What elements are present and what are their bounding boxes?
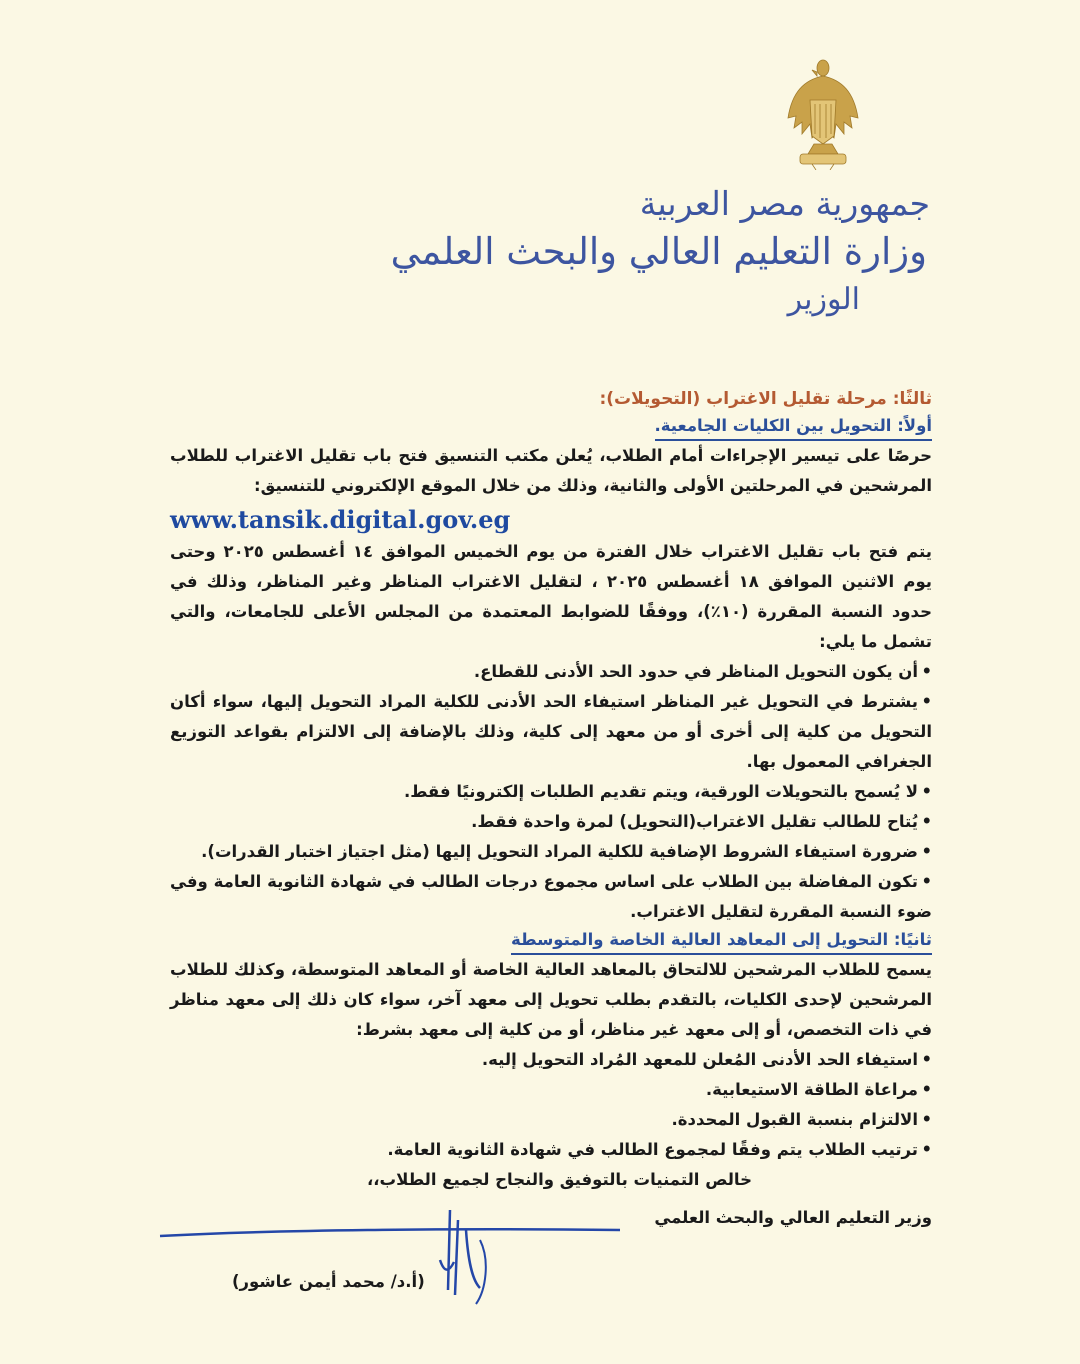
- list-item: •يُتاح للطالب تقليل الاغتراب(التحويل) لمرة واحدة فقط.: [471, 812, 932, 831]
- handwritten-signature-icon: [150, 1200, 650, 1320]
- letterhead-office: الوزير: [787, 282, 860, 317]
- closing-line: خالص التمنيات بالتوفيق والنجاح لجميع الطلاب،،: [366, 1170, 752, 1189]
- details-paragraph: يتم فتح باب تقليل الاغتراب خلال الفترة من يوم الخميس الموافق ١٤ أغسطس ٢٠٢٥ وحتى يوم الاثنين الموافق ١٨ أغسطس ٢٠٢٥ ، لتقليل الاغتراب المناظر وغير المناظر، وذلك في حدود النسبة المقررة (١٠٪)، ووفقًا للضوابط المعتمدة من المجلس الأعلى للجامعات، والتي تشمل ما يلي:: [170, 542, 932, 651]
- list-item: •يشترط في التحويل غير المناظر استيفاء الحد الأدنى للكلية المراد التحويل إليها، سواء أكان التحويل من كلية إلى أخرى أو من معهد إلى كلية، وذلك بالإضافة إلى الالتزام بقواعد التوزيع الجغرافي المعمول بها.: [170, 692, 932, 771]
- list-item: •ضرورة استيفاء الشروط الإضافية للكلية المراد التحويل إليها (مثل اجتياز اختبار القدرات).: [201, 842, 932, 861]
- list-item: •مراعاة الطاقة الاستيعابية.: [705, 1080, 932, 1099]
- section-title: ثالثًا: مرحلة تقليل الاغتراب (التحويلات):: [599, 389, 932, 409]
- letterhead: [391, 182, 930, 322]
- tansik-url-link[interactable]: www.tansik.digital.gov.eg: [170, 505, 511, 534]
- letter-body: [170, 385, 932, 1235]
- list-item: •الالتزام بنسبة القبول المحددة.: [671, 1110, 932, 1129]
- letterhead-country: جمهورية مصر العربية: [639, 184, 930, 223]
- intro-paragraph: حرصًا على تيسير الإجراءات أمام الطلاب، يُعلن مكتب التنسيق فتح باب تقليل الاغتراب للطلاب المرشحين في المرحلتين الأولى والثانية، وذلك من خلال الموقع الإلكتروني للتنسيق:: [170, 446, 932, 495]
- list-item: •لا يُسمح بالتحويلات الورقية، ويتم تقديم الطلبات إلكترونيًا فقط.: [403, 782, 932, 801]
- list-item: •استيفاء الحد الأدنى المُعلن للمعهد المُراد التحويل إليه.: [481, 1050, 932, 1069]
- list-item: •تكون المفاضلة بين الطلاب على اساس مجموع درجات الطالب في شهادة الثانوية العامة وفي ضوء النسبة المقررة لتقليل الاغتراب.: [170, 872, 932, 921]
- institutes-intro-paragraph: يسمح للطلاب المرشحين للالتحاق بالمعاهد العالية الخاصة أو المعاهد المتوسطة، وكذلك للطلاب المرشحين لإحدى الكليات، بالتقدم بطلب تحويل إلى معهد آخر، سواء كان ذلك إلى معهد مناظر في ذات التخصص، أو إلى معهد غير مناظر، أو من كلية إلى معهد بشرط:: [170, 960, 932, 1039]
- signatory-name: (أ.د/ محمد أيمن عاشور): [232, 1272, 425, 1291]
- institutes-conditions-list: [170, 1045, 932, 1165]
- subsection-title-colleges: أولاً: التحويل بين الكليات الجامعية.: [655, 413, 932, 441]
- letterhead-ministry: وزارة التعليم العالي والبحث العلمي: [390, 230, 927, 273]
- eagle-emblem-icon: [786, 58, 860, 170]
- subsection-title-institutes: ثانيًا: التحويل إلى المعاهد العالية الخاصة والمتوسطة: [511, 927, 932, 955]
- list-item: •أن يكون التحويل المناظر في حدود الحد الأدنى للقطاع.: [473, 662, 932, 681]
- signatory-title: وزير التعليم العالي والبحث العلمي: [654, 1208, 932, 1227]
- list-item: •ترتيب الطلاب يتم وفقًا لمجموع الطالب في شهادة الثانوية العامة.: [387, 1140, 932, 1159]
- colleges-conditions-list: [170, 657, 932, 927]
